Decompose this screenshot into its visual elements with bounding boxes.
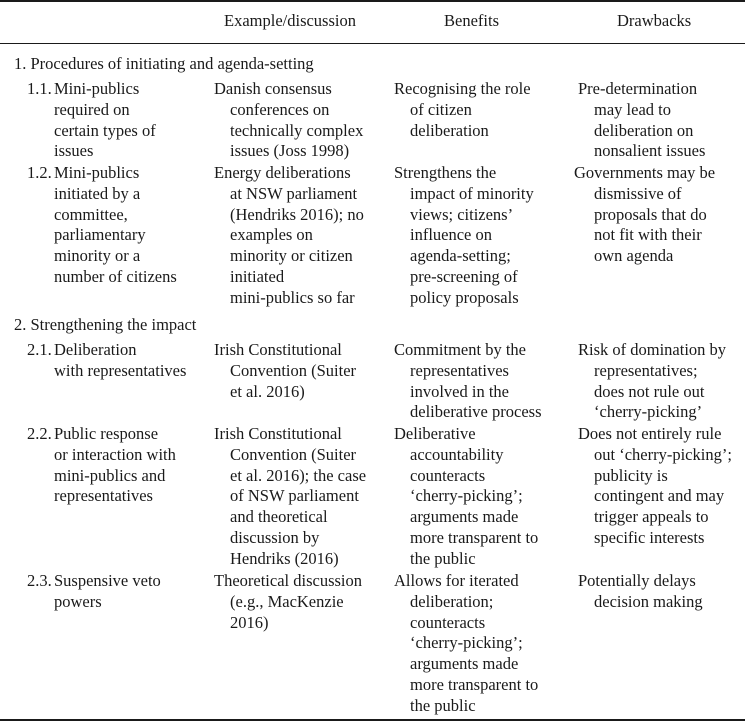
cell-line: involved in the [410,381,509,401]
table-row-benefits [394,163,534,309]
cell-line: Deliberative [394,424,476,443]
table-row-drawbacks [578,340,726,423]
cell-line: proposals that do [594,204,707,224]
cell-line: pre-screening of [410,266,518,286]
cell-line: Mini-publics [54,163,140,182]
cell-line: mini-publics so far [230,287,355,307]
table-row-example [214,424,366,570]
table-row-item [54,571,161,613]
cell-line: powers [54,591,102,611]
cell-line: minority or a [54,246,141,266]
cell-line: Commitment by the [394,340,526,359]
cell-line: issues (Joss 1998) [230,141,350,161]
cell-line: with representatives [54,360,187,380]
cell-line: specific interests [594,527,705,547]
table-row-item [54,79,156,162]
cell-line: ‘cherry-picking’; [410,633,523,653]
cell-line: technically complex [230,120,364,140]
table-row-drawbacks [578,424,732,549]
cell-line: discussion by [230,527,320,547]
cell-line: does not rule out [594,381,705,401]
cell-line: the public [410,695,476,715]
cell-line: influence on [410,225,493,245]
cell-line: Allows for iterated [394,571,519,590]
table-bottom-rule [0,719,745,721]
cell-line: Hendriks (2016) [230,548,339,568]
cell-line: et al. 2016); the case [230,465,367,485]
cell-line: deliberation on [594,120,694,140]
cell-line: not fit with their [594,225,702,245]
cell-line: publicity is [594,465,668,485]
row-number: 2.1. [27,340,52,359]
cell-line: required on [54,99,130,119]
table-row-item [54,340,186,382]
cell-line: more transparent to [410,527,539,547]
cell-line: views; citizens’ [410,204,514,224]
table-row-item [54,163,177,288]
cell-line: policy proposals [410,287,519,307]
cell-line: more transparent to [410,674,539,694]
cell-line: agenda-setting; [410,246,511,266]
cell-line: of NSW parliament [230,486,359,506]
cell-line: counteracts [410,612,486,632]
cell-line: Strengthens the [394,163,497,182]
cell-line: Risk of domination by [578,340,727,359]
table-row-benefits [394,79,531,141]
table-row-drawbacks [574,163,715,267]
cell-line: initiated [230,266,285,286]
cell-line: Irish Constitutional [214,424,342,443]
cell-line: initiated by a [54,183,141,203]
table-row-benefits [394,340,541,423]
table-row-example [214,340,356,402]
table-row-benefits [394,424,538,570]
cell-line: examples on [230,225,313,245]
cell-line: Does not entirely rule [578,424,722,443]
cell-line: (Hendriks 2016); no [230,204,364,224]
cell-line: Convention (Suiter [230,444,357,464]
cell-line: Danish consensus [214,79,332,98]
cell-line: nonsalient issues [594,141,706,161]
cell-line: and theoretical [230,507,328,527]
header-example: Example/discussion [224,11,356,30]
cell-line: trigger appeals to [594,507,709,527]
cell-line: contingent and may [594,486,725,506]
cell-line: dismissive of [594,183,682,203]
table-header-rule [0,43,745,44]
row-number: 1.2. [27,163,52,182]
cell-line: counteracts [410,465,486,485]
header-drawbacks: Drawbacks [617,11,692,30]
cell-line: Suspensive veto [54,571,161,590]
cell-line: Potentially delays [578,571,696,590]
cell-line: ‘cherry-picking’ [594,402,703,422]
cell-line: accountability [410,444,504,464]
cell-line: committee, [54,204,128,224]
cell-line: own agenda [594,246,674,266]
cell-line: conferences on [230,99,330,119]
row-number: 2.3. [27,571,52,590]
cell-line: of citizen [410,99,472,119]
cell-line: impact of minority [410,183,534,203]
cell-line: mini-publics and [54,465,166,485]
cell-line: deliberative process [410,402,542,422]
cell-line: Convention (Suiter [230,360,357,380]
cell-line: et al. 2016) [230,381,305,401]
cell-line: certain types of [54,120,156,140]
cell-line: Theoretical discussion [214,571,363,590]
cell-line: at NSW parliament [230,183,358,203]
cell-line: minority or citizen [230,246,353,266]
cell-line: representatives [54,486,153,506]
table-row-drawbacks [578,571,703,613]
cell-line: deliberation [410,120,489,140]
cell-line: representatives [410,360,509,380]
cell-line: Pre-determination [578,79,698,98]
cell-line: representatives; [594,360,698,380]
table-top-rule [0,0,745,2]
cell-line: parliamentary [54,225,146,245]
cell-line: Mini-publics [54,79,140,98]
section-title: 2. Strengthening the impact [14,315,197,334]
table-row-example [214,163,364,309]
cell-line: out ‘cherry-picking’; [594,444,732,464]
table-row-drawbacks [578,79,705,162]
table-row-benefits [394,571,538,717]
section-title: 1. Procedures of initiating and agenda-setting [14,54,314,73]
cell-line: ‘cherry-picking’; [410,486,523,506]
cell-line: Recognising the role [394,79,531,98]
row-number: 2.2. [27,424,52,443]
cell-line: Deliberation [54,340,137,359]
cell-line: Irish Constitutional [214,340,342,359]
cell-line: 2016) [230,612,269,632]
row-number: 1.1. [27,79,52,98]
cell-line: may lead to [594,99,671,119]
cell-line: Public response [54,424,159,443]
cell-line: deliberation; [410,591,494,611]
cell-line: Energy deliberations [214,163,351,182]
cell-line: Governments may be [574,163,716,182]
cell-line: or interaction with [54,444,176,464]
header-benefits: Benefits [444,11,499,30]
table-row-item [54,424,176,507]
cell-line: (e.g., MacKenzie [230,591,344,611]
cell-line: arguments made [410,507,519,527]
cell-line: the public [410,548,476,568]
cell-line: issues [54,141,94,161]
table-row-example [214,79,363,162]
cell-line: arguments made [410,654,519,674]
cell-line: decision making [594,591,703,611]
cell-line: number of citizens [54,266,177,286]
table-row-example [214,571,362,633]
